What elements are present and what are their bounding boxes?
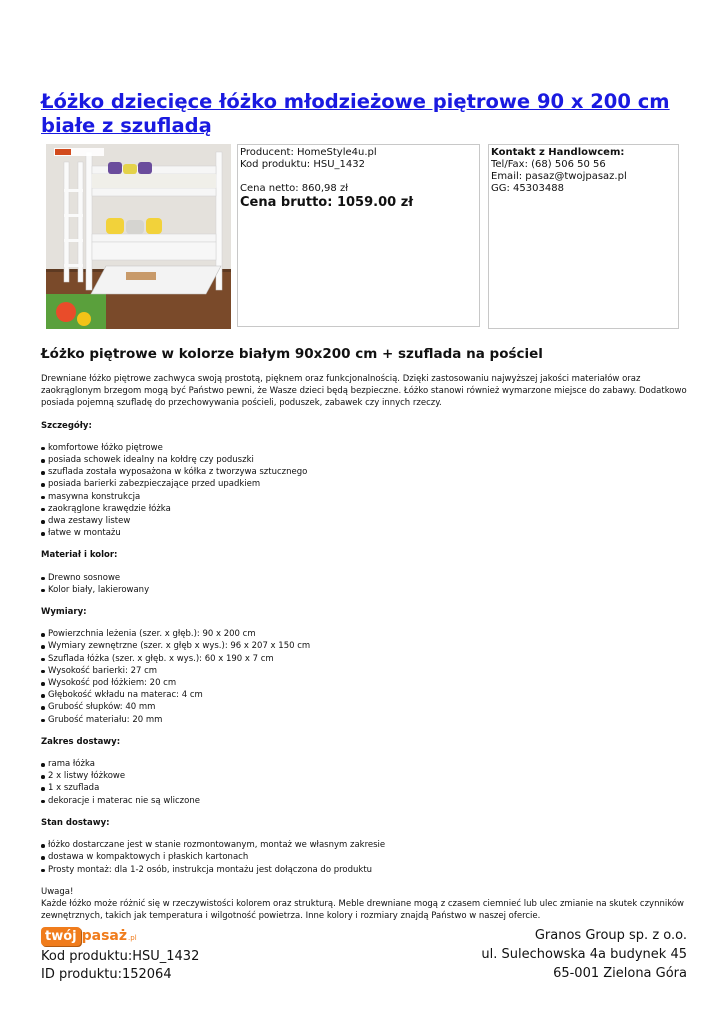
list-item: Wysokość pod łóżkiem: 20 cm: [41, 677, 687, 689]
delivery-scope-list: [41, 758, 687, 807]
list-item: Wymiary zewnętrzne (szer. x głęb x wys.): 96 x 207 x 150 cm: [41, 640, 687, 652]
list-item: posiada barierki zabezpieczające przed upadkiem: [41, 478, 687, 490]
contact-heading: Kontakt z Handlowcem:: [491, 147, 625, 158]
section-title-dimensions: Wymiary:: [41, 607, 87, 618]
list-item: komfortowe łóżko piętrowe: [41, 442, 687, 454]
list-item: Prosty montaż: dla 1-2 osób, instrukcja montażu jest dołączona do produktu: [41, 864, 687, 876]
delivery-state-list: [41, 839, 687, 876]
list-item: zaokrąglone krawędzie łóżka: [41, 503, 687, 515]
company-address: [481, 926, 687, 983]
list-item: łatwe w montażu: [41, 527, 687, 539]
price-net: Cena netto: 860,98 zł: [240, 183, 349, 194]
list-item: Drewno sosnowe: [41, 572, 687, 584]
list-item: dekoracje i materac nie są wliczone: [41, 795, 687, 807]
list-item: rama łóżka: [41, 758, 687, 770]
list-item: 1 x szuflada: [41, 782, 687, 794]
list-item: dwa zestawy listew: [41, 515, 687, 527]
footer-product-code: Kod produktu:HSU_1432: [41, 949, 200, 964]
section-title-delivery-scope: Zakres dostawy:: [41, 736, 121, 747]
list-item: 2 x listwy łóżkowe: [41, 770, 687, 782]
product-title-link[interactable]: Łóżko dziecięce łóżko młodzieżowe piętrowe 90 x 200 cm białe z szufladą: [41, 90, 670, 137]
logo-pl-text: .pl: [128, 934, 137, 942]
contact-gg: GG: 45303488: [491, 183, 564, 194]
company-city: 65-001 Zielona Góra: [553, 966, 687, 981]
list-item: Grubość słupków: 40 mm: [41, 701, 687, 713]
footer-left: [41, 925, 199, 983]
company-street: ul. Sulechowska 4a budynek 45: [481, 947, 687, 962]
list-item: masywna konstrukcja: [41, 491, 687, 503]
list-item: łóżko dostarczane jest w stanie rozmontowanym, montaż we własnym zakresie: [41, 839, 687, 851]
logo-twoj-text: twój: [41, 927, 81, 946]
list-item: szuflada została wyposażona w kółka z tworzywa sztucznego: [41, 466, 687, 478]
section-title-delivery-state: Stan dostawy:: [41, 817, 110, 828]
price-gross: Cena brutto: 1059.00 zł: [240, 195, 414, 210]
list-item: Wysokość barierki: 27 cm: [41, 665, 687, 677]
warning-title: Uwaga!: [41, 886, 74, 897]
description-intro: Drewniane łóżko piętrowe zachwyca swoją prostotą, pięknem oraz funkcjonalnością. Dzięki zastosowaniu najwyższej jakości materiałów oraz zaokrąglonym brzegom mogą być Państwo pewni, że Wasze dzieci będą bezpieczne. Łóżko stanowi również wymarzone miejsce do zabawy. Dodatkowo posiada pojemną szufladę do przechowywania pościeli, poduszek, zabawek czy innych rzeczy.: [41, 374, 687, 409]
section-title-details: Szczegóły:: [41, 420, 92, 431]
twojpasaz-logo: [41, 925, 199, 947]
product-code-text: Kod produktu: HSU_1432: [240, 159, 365, 170]
product-info-box: [237, 144, 480, 327]
product-photo: [46, 144, 231, 329]
logo-pasaz-text: pasaż: [81, 928, 128, 944]
contact-phone: Tel/Fax: (68) 506 50 56: [491, 159, 606, 170]
list-item: dostawa w kompaktowych i płaskich kartonach: [41, 851, 687, 863]
list-item: Głębokość wkładu na materac: 4 cm: [41, 689, 687, 701]
product-summary: [46, 144, 680, 329]
warning-text: Każde łóżko może różnić się w rzeczywistości kolorem oraz strukturą. Meble drewniane mogą z czasem ciemnieć lub ulec zmianie na skutek czynników zewnętrznych, takich jak temperatura i wilgotność powietrza. Inne kolory i rozmiary znajdą Państwo w naszej ofercie.: [41, 898, 684, 922]
section-title-material: Materiał i kolor:: [41, 550, 118, 561]
contact-email: Email: pasaz@twojpasaz.pl: [491, 171, 627, 182]
list-item: Szuflada łóżka (szer. x głęb. x wys.): 60 x 190 x 7 cm: [41, 653, 687, 665]
company-name: Granos Group sp. z o.o.: [534, 928, 687, 943]
list-item: Powierzchnia leżenia (szer. x głęb.): 90 x 200 cm: [41, 628, 687, 640]
producer-text: Producent: HomeStyle4u.pl: [240, 147, 377, 158]
list-item: Kolor biały, lakierowany: [41, 584, 687, 596]
list-item: Grubość materiału: 20 mm: [41, 714, 687, 726]
description-heading: Łóżko piętrowe w kolorze białym 90x200 cm + szuflada na pościel: [41, 346, 543, 362]
list-item: posiada schowek idealny na kołdrę czy poduszki: [41, 454, 687, 466]
dimensions-list: [41, 628, 687, 726]
footer-product-id: ID produktu:152064: [41, 967, 172, 982]
details-list: [41, 442, 687, 540]
description-body: [41, 373, 687, 922]
contact-box: [488, 144, 679, 329]
material-list: [41, 572, 687, 596]
